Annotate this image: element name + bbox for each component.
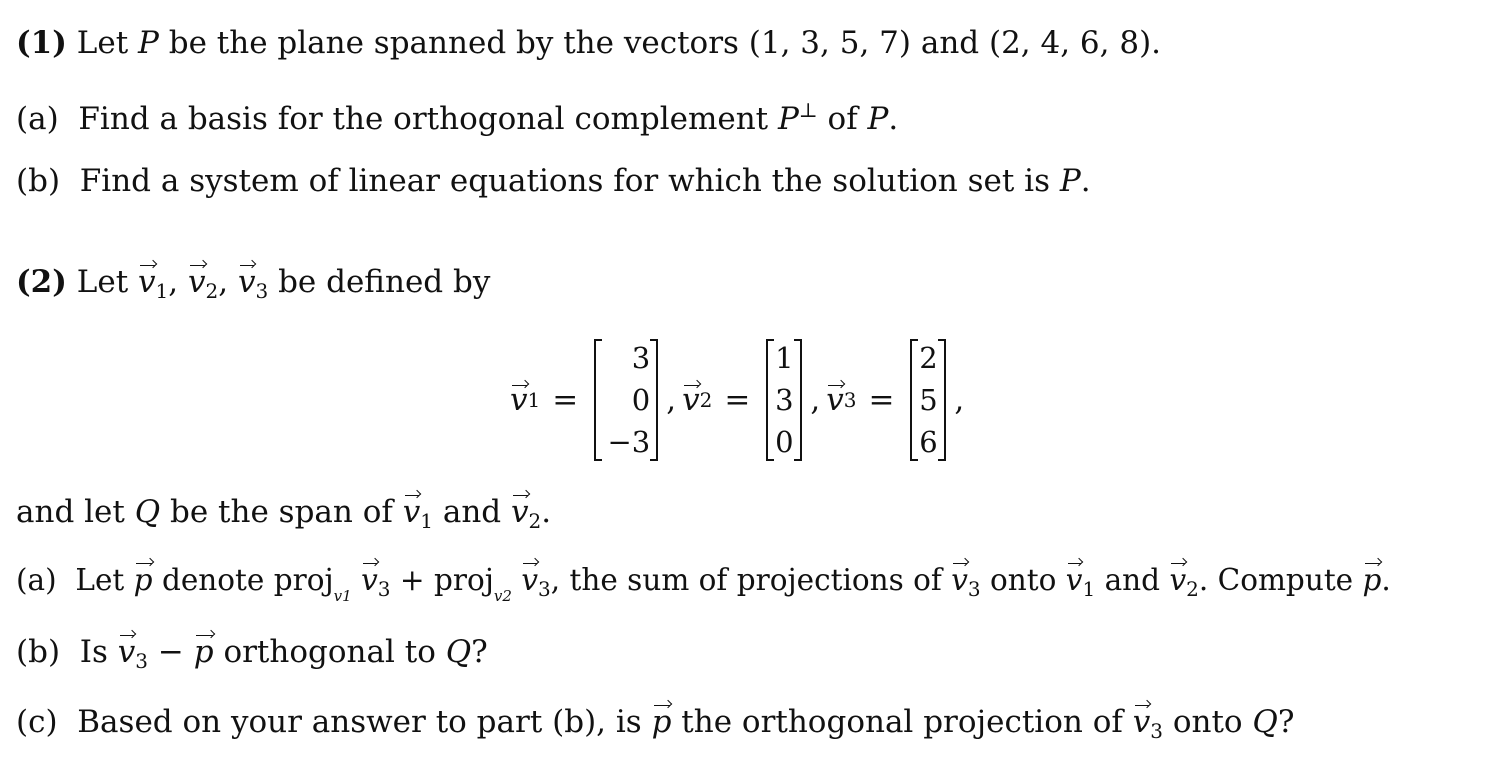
problem2-span-line: and let Q be the span of $v_1$ and $v_2$. <box>16 494 552 533</box>
problem2-number: (2) <box>16 264 67 300</box>
problem2-part-b: (b) Is $v_3 - p$ orthogonal to Q? <box>16 634 488 673</box>
part-label: (b) <box>16 163 61 199</box>
vector-v1-matrix: 3 0 −3 <box>594 339 658 461</box>
part-label: (a) <box>16 563 57 597</box>
problem2-part-c: (c) Based on your answer to part (b), is p the orthogonal projection of $v_3$ onto Q? <box>16 704 1295 743</box>
problem2-statement: (2) Let $v_1$, $v_2$, $v_3$ be defined by <box>16 264 491 303</box>
part-label: (c) <box>16 704 58 740</box>
part-label: (b) <box>16 634 61 670</box>
part-label: (a) <box>16 101 59 137</box>
problem2-part-a: (a) Let p denote proj$_{v1}$ $v_3$ + proj$_{v2}$ $v_3$, the sum of projections of $v_3$ onto $v_1$ and $v_2$. Compute p. <box>16 560 1391 616</box>
problem1-part-a: (a) Find a basis for the orthogonal complement P⊥ of P. <box>16 98 899 137</box>
vector-v3-matrix: 2 5 6 <box>910 339 946 461</box>
problem1-number: (1) <box>16 25 67 61</box>
vector-v2-matrix: 1 3 0 <box>766 339 802 461</box>
problem1-part-b: (b) Find a system of linear equations for which the solution set is P. <box>16 163 1091 199</box>
problem1-statement: (1) Let P be the plane spanned by the vectors (1, 3, 5, 7) and (2, 4, 6, 8). <box>16 25 1162 61</box>
vector-definitions: v 1 = 3 0 −3 , v 2 = 1 3 0 , v 3 = 2 5 6 , <box>510 341 965 459</box>
